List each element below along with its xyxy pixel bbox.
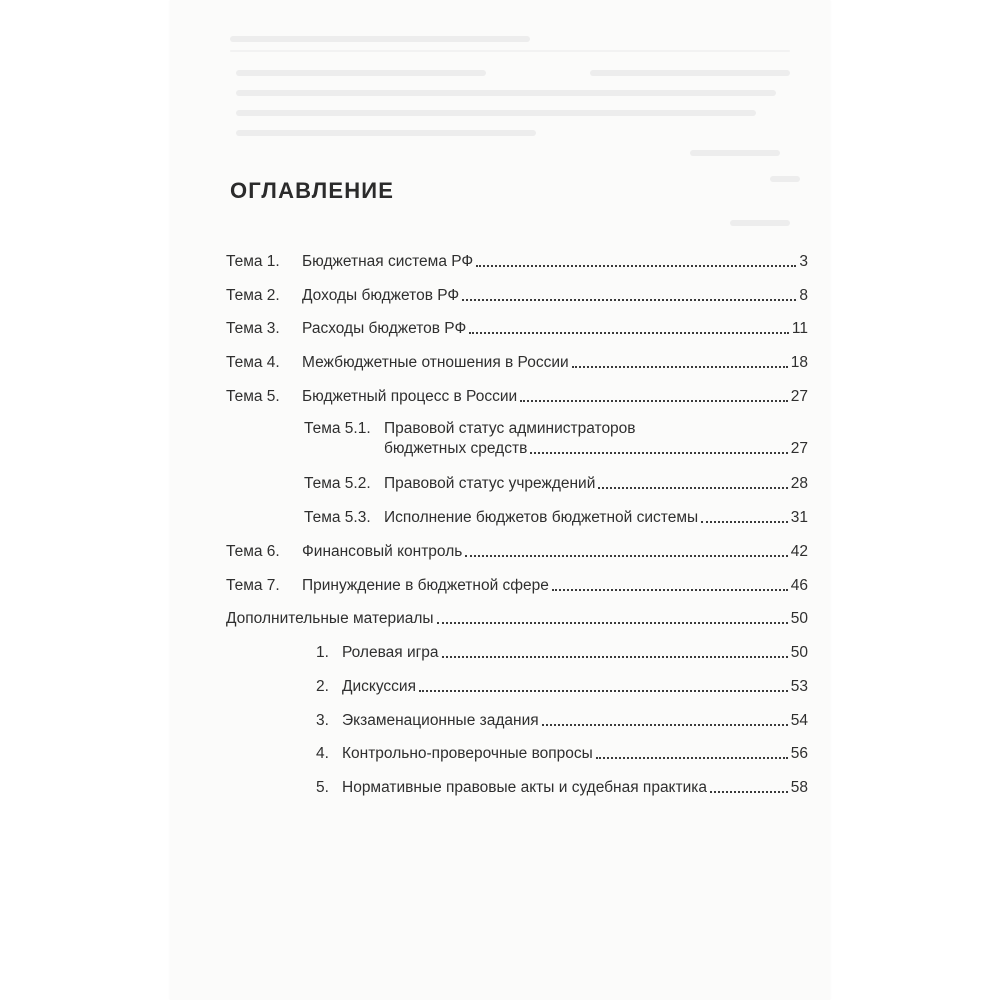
entry-title: Межбюджетные отношения в России xyxy=(302,354,569,371)
dot-leader xyxy=(419,690,788,692)
toc-additional-item[interactable] xyxy=(316,709,808,731)
entry-title: Доходы бюджетов РФ xyxy=(302,287,460,304)
toc-additional-item[interactable] xyxy=(316,776,808,798)
toc-additional-item[interactable] xyxy=(316,675,808,697)
entry-page: 42 xyxy=(790,543,808,560)
item-page: 50 xyxy=(790,644,808,661)
item-title: Нормативные правовые акты и судебная практика xyxy=(342,779,708,796)
item-number: 2. xyxy=(316,678,329,695)
subentry-number: Тема 5.2. xyxy=(304,475,371,492)
dot-leader xyxy=(469,332,789,334)
dot-leader xyxy=(520,400,788,402)
subentry-title: Исполнение бюджетов бюджетной системы xyxy=(384,509,699,526)
toc-additional-item[interactable] xyxy=(316,641,808,663)
item-number: 5. xyxy=(316,779,329,796)
entry-page: 27 xyxy=(790,388,808,405)
entry-number: Тема 1. xyxy=(226,253,280,270)
dot-leader xyxy=(552,589,788,591)
toc-entry[interactable] xyxy=(226,385,808,407)
subentry-title-line1: Правовой статус администраторов xyxy=(384,420,636,437)
entry-title: Принуждение в бюджетной сфере xyxy=(302,577,549,594)
dot-leader xyxy=(462,299,796,301)
toc-entry[interactable] xyxy=(226,284,808,306)
item-page: 53 xyxy=(790,678,808,695)
subentry-page: 27 xyxy=(790,440,808,457)
entry-number: Тема 7. xyxy=(226,577,280,594)
subentry-page: 28 xyxy=(790,475,808,492)
entry-number: Тема 2. xyxy=(226,287,280,304)
toc-entry-additional[interactable] xyxy=(226,607,808,629)
dot-leader xyxy=(596,757,788,759)
item-number: 3. xyxy=(316,712,329,729)
entry-title: Финансовый контроль xyxy=(302,543,463,560)
toc-entry[interactable] xyxy=(226,317,808,339)
entry-page: 50 xyxy=(790,610,808,627)
book-page xyxy=(170,0,830,1000)
subentry-number: Тема 5.1. xyxy=(304,420,371,437)
dot-leader xyxy=(701,521,788,523)
dot-leader xyxy=(542,724,788,726)
entry-number: Тема 4. xyxy=(226,354,280,371)
subentry-number: Тема 5.3. xyxy=(304,509,371,526)
toc-subentry[interactable] xyxy=(304,506,808,528)
dot-leader xyxy=(476,265,796,267)
item-title: Экзаменационные задания xyxy=(342,712,539,729)
item-page: 54 xyxy=(790,712,808,729)
entry-page: 8 xyxy=(799,287,808,304)
toc-entry[interactable] xyxy=(226,250,808,272)
toc-subentry[interactable] xyxy=(304,472,808,494)
dot-leader xyxy=(442,656,788,658)
dot-leader xyxy=(437,622,788,624)
entry-title: Дополнительные материалы xyxy=(226,610,434,627)
toc-subentry[interactable] xyxy=(384,437,808,459)
dot-leader xyxy=(598,487,787,489)
entry-number: Тема 3. xyxy=(226,320,280,337)
page-title: ОГЛАВЛЕНИЕ xyxy=(230,178,395,203)
entry-number: Тема 6. xyxy=(226,543,280,560)
toc-subentry-line1[interactable] xyxy=(304,419,636,439)
item-title: Дискуссия xyxy=(342,678,416,695)
entry-title: Бюджетный процесс в России xyxy=(302,388,518,405)
dot-leader xyxy=(710,791,788,793)
item-number: 4. xyxy=(316,745,329,762)
subentry-page: 31 xyxy=(790,509,808,526)
entry-number: Тема 5. xyxy=(226,388,280,405)
dot-leader xyxy=(530,452,787,454)
bleed-through-text xyxy=(170,0,830,240)
entry-page: 46 xyxy=(790,577,808,594)
dot-leader xyxy=(465,555,787,557)
entry-page: 18 xyxy=(790,354,808,371)
entry-page: 3 xyxy=(799,253,808,270)
entry-title: Расходы бюджетов РФ xyxy=(302,320,467,337)
subentry-title: бюджетных средств xyxy=(384,440,528,457)
item-title: Контрольно-проверочные вопросы xyxy=(342,745,593,762)
toc-entry[interactable] xyxy=(226,540,808,562)
item-title: Ролевая игра xyxy=(342,644,439,661)
item-number: 1. xyxy=(316,644,329,661)
dot-leader xyxy=(572,366,788,368)
toc-entry[interactable] xyxy=(226,351,808,373)
toc-entry[interactable] xyxy=(226,574,808,596)
entry-page: 11 xyxy=(791,320,808,337)
item-page: 56 xyxy=(790,745,808,762)
item-page: 58 xyxy=(790,779,808,796)
toc-additional-item[interactable] xyxy=(316,742,808,764)
entry-title: Бюджетная система РФ xyxy=(302,253,474,270)
subentry-title: Правовой статус учреждений xyxy=(384,475,596,492)
